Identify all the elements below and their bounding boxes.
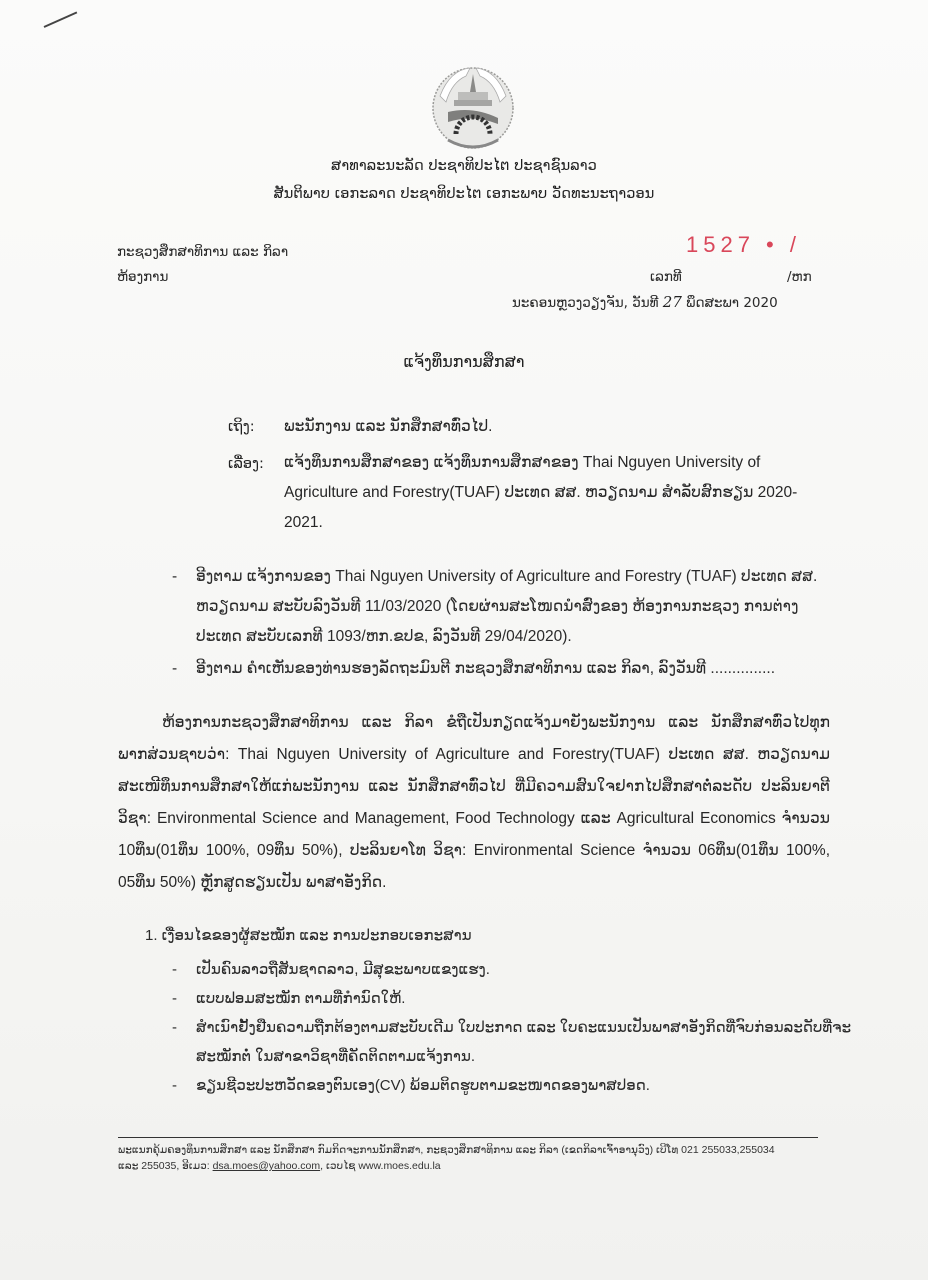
to-label: ເຖິງ: <box>228 419 255 435</box>
republic-motto: ສັນຕິພາບ ເອກະລາດ ປະຊາທິປະໄຕ ເອກະພາບ ວັດທະນະຖາວອນ <box>273 186 655 202</box>
footer-contact <box>118 1142 838 1174</box>
subject-label: ເລື່ອງ: <box>228 456 264 472</box>
footer-website: , ເວບໄຊ www.moes.edu.la <box>320 1160 441 1172</box>
reference-text: ອີງຕາມ ແຈ້ງການຂອງ Thai Nguyen University of Agriculture and Forestry (TUAF) ປະເທດ ສສ. ຫວຽດນາມ ສະບັບລົງວັນທີ 11/03/2020 (ໂດຍຜ່ານສະໂໜດນຳສົ່ງຂອງ ຫ້ອງການກະຊວງ ການຕ່າງປະເທດ ສະບັບເລກທີ 1093/ຫກ.ຂປຂ, ລົງວັນທີ 29/04/2020). <box>196 568 818 645</box>
list-dash: - <box>172 660 178 677</box>
requirements-list <box>172 955 852 1100</box>
list-dash: - <box>172 990 177 1007</box>
date-day-handwritten: 27 <box>662 293 682 311</box>
reference-number-label: ເລກທີ <box>650 269 682 285</box>
reference-number-suffix: /ຫກ <box>787 269 812 285</box>
republic-name: ສາທາລະນະລັດ ປະຊາທິປະໄຕ ປະຊາຊົນລາວ <box>331 158 597 174</box>
date-line <box>512 293 778 311</box>
date-suffix: ພຶດສະພາ 2020 <box>686 295 778 311</box>
requirement-text: ແບບຟອມສະໝັກ ຕາມທີ່ກຳນົດໃຫ້. <box>196 990 406 1007</box>
requirement-text: ເປັນຄົນລາວຖືສັນຊາດລາວ, ມີສຸຂະພາບແຂງແຮງ. <box>196 961 490 978</box>
subject-value: ແຈ້ງທຶນການສຶກສາຂອງ ແຈ້ງທຶນການສຶກສາຂອງ Thai Nguyen University of Agriculture and Forestry(TUAF) ປະເທດ ສສ. ຫວຽດນາມ ສຳລັບສົກຮຽນ 2020-2021. <box>284 454 798 531</box>
reference-item <box>172 562 832 652</box>
reference-list <box>172 562 832 686</box>
requirement-item <box>172 984 852 1013</box>
requirement-text: ຂຽນຊີວະປະຫວັດຂອງຕົນເອງ(CV) ພ້ອມຕິດຮູບຕາມຂະໜາດຂອງພາສປອດ. <box>196 1077 650 1094</box>
pen-mark <box>44 11 78 27</box>
email-link[interactable]: dsa.moes@yahoo.com <box>212 1160 321 1172</box>
date-prefix: ນະຄອນຫຼວງວຽງຈັນ, ວັນທີ <box>512 295 659 311</box>
sender-ministry: ກະຊວງສຶກສາທິການ ແລະ ກິລາ <box>117 244 289 260</box>
footer-line2 <box>118 1158 838 1174</box>
list-dash: - <box>172 961 177 978</box>
document-title: ແຈ້ງທຶນການສຶກສາ <box>403 352 525 371</box>
list-dash: - <box>172 568 178 585</box>
to-value: ພະນັກງານ ແລະ ນັກສຶກສາທົ່ວໄປ. <box>284 418 493 435</box>
requirement-text: ສຳເນົາຢັ້ງຢືນຄວາມຖືກຕ້ອງຕາມສະບັບເດີມ ໃບປະກາດ ແລະ ໃບຄະແນນເປັນພາສາອັງກິດທີ່ຈົບກ່ອນລະດັບທີ່ຈະສະໝັກຕໍ່ ໃນສາຂາວິຊາທີ່ຄັດຕິດຕາມແຈ້ງການ. <box>196 1019 852 1065</box>
requirement-item <box>172 1013 852 1071</box>
reference-stamp-number: 1527 • / <box>686 232 801 257</box>
requirement-item <box>172 955 852 984</box>
sender-department: ຫ້ອງການ <box>117 269 169 285</box>
body-paragraph: ຫ້ອງການກະຊວງສຶກສາທິການ ແລະ ກິລາ ຂໍຖືເປັນກຽດແຈ້ງມາຍັງພະນັກງານ ແລະ ນັກສຶກສາທົ່ວໄປທຸກພາກສ່ວນຊາບວ່າ: Thai Nguyen University of Agriculture and Forestry(TUAF) ປະເທດ ສສ. ຫວຽດນາມ ສະເໜີທຶນການສຶກສາໃຫ້ແກ່ພະນັກງານ ແລະ ນັກສຶກສາທົ່ວໄປ ທີ່ມີຄວາມສົນໃຈຢາກໄປສຶກສາຕໍ່ລະດັບ ປະລິນຍາຕີ ວິຊາ: Environmental Science and Management, Food Technology ແລະ Agricultural Economics ຈຳນວນ 10ທຶນ(01ທຶນ 100%, 09ທຶນ 50%), ປະລິນຍາໂທ ວິຊາ: Environmental Science ຈຳນວນ 06ທຶນ(01ທຶນ 100%, 05ທຶນ 50%) ຫຼັກສູດຮຽນເປັນ ພາສາອັງກິດ. <box>118 714 830 891</box>
footer-line1: ພະແນກຄຸ້ມຄອງທຶນການສຶກສາ ແລະ ນັກສຶກສາ ກົມກິດຈະການນັກສຶກສາ, ກະຊວງສຶກສາທິການ ແລະ ກິລາ (ເຂດກິລາເຈົ້າອານຸວົງ) ເບີໂທ 021 255033,255034 <box>118 1144 775 1156</box>
national-emblem-icon <box>428 62 518 154</box>
list-dash: - <box>172 1077 177 1094</box>
reference-text: ອີງຕາມ ຄຳເຫັນຂອງທ່ານຮອງລັດຖະມົນຕີ ກະຊວງສຶກສາທິການ ແລະ ກິລາ, ລົງວັນທີ ............... <box>196 660 775 677</box>
footer-line2-prefix: ແລະ 255035, ອີເມວ: <box>118 1160 210 1172</box>
list-dash: - <box>172 1019 177 1036</box>
footer-divider <box>118 1137 818 1138</box>
requirement-item <box>172 1071 852 1100</box>
section-heading: 1. ເງື່ອນໄຂຂອງຜູ້ສະໝັກ ແລະ ການປະກອບເອກະສານ <box>145 927 472 944</box>
reference-item <box>172 654 832 684</box>
